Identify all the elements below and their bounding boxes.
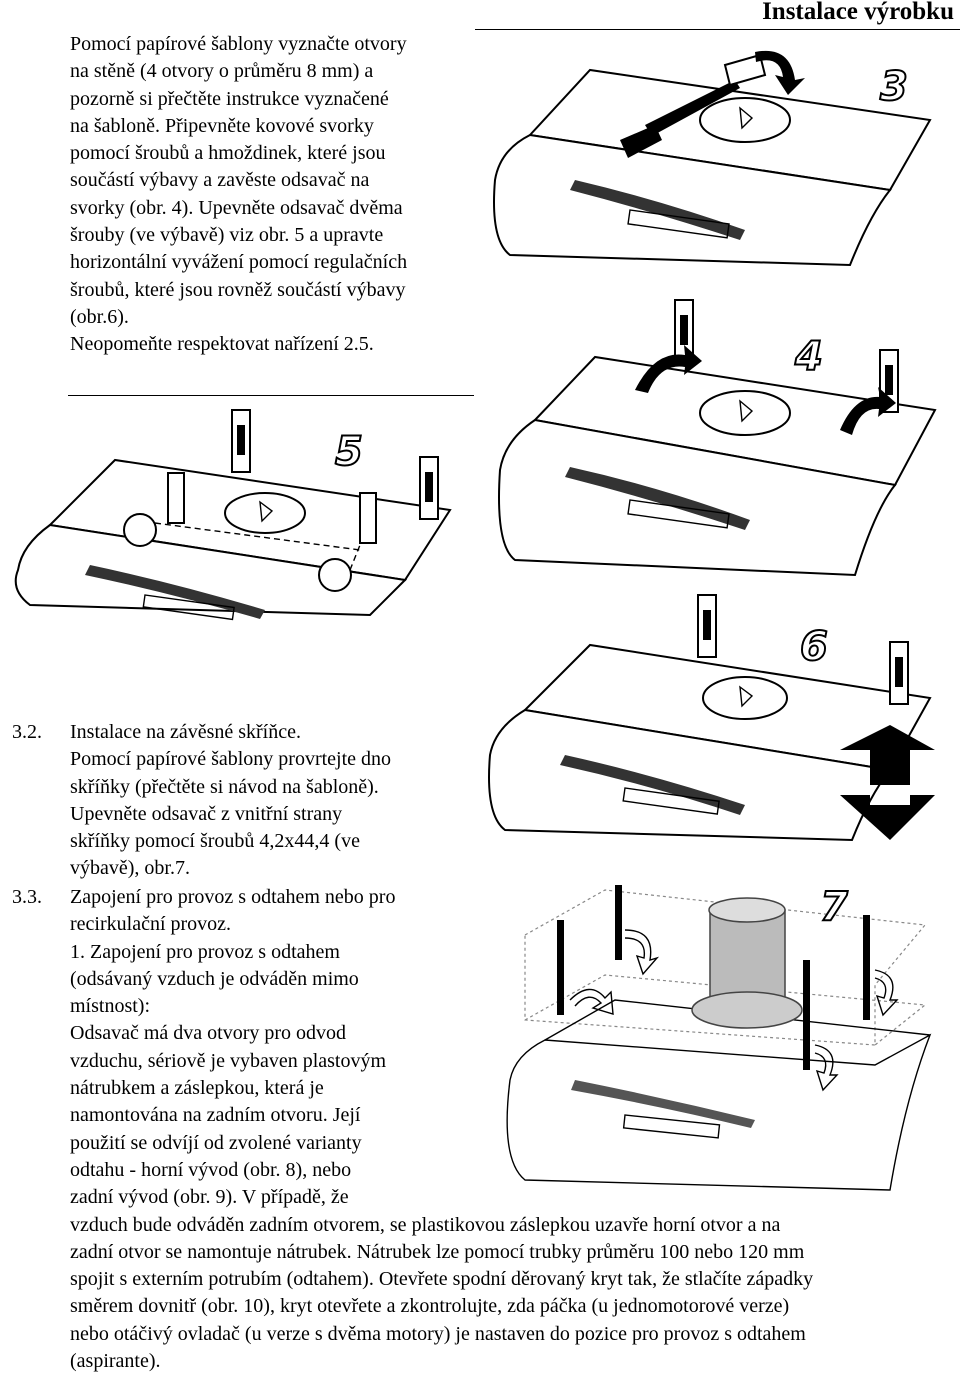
text-line: zadní otvor se namontuje nátrubek. Nátrubek lze pomocí trubky průměru 100 nebo 120 mm	[70, 1240, 805, 1263]
text-line: Zapojení pro provoz s odtahem nebo pro	[70, 886, 396, 908]
text-line: vzduchu, sériově je vybaven plastovým	[70, 1049, 387, 1072]
text-line: pomocí šroubů a hmoždinek, které jsou	[70, 142, 386, 165]
text-line: namontována na zadním otvoru. Její	[70, 1104, 361, 1127]
text-line: místnost):	[70, 995, 151, 1018]
text-line: šrouby (ve výbavě) viz obr. 5 a upravte	[70, 224, 384, 247]
text-line: zadní vývod (obr. 9). V případě, že	[70, 1186, 349, 1209]
figure-6-illustration	[480, 590, 950, 850]
section-3-2-text	[70, 719, 490, 883]
figure-5-label: 5	[335, 429, 363, 475]
intro-paragraph	[70, 31, 480, 359]
text-line: skříňky (přečtěte si návod na šabloně).	[70, 775, 379, 798]
text-line: recirkulační provoz.	[70, 913, 232, 936]
text-line: šroubů, které jsou rovněž součástí výbavy	[70, 278, 406, 301]
text-line: pozorně si přečtěte instrukce vyznačené	[70, 87, 389, 110]
text-line: horizontální vyvážení pomocí regulačních	[70, 251, 408, 274]
figure-3-illustration	[490, 40, 950, 280]
section-3-3-number: 3.3.	[12, 886, 42, 908]
text-line: nátrubkem a záslepkou, která je	[70, 1077, 324, 1100]
text-line: na šabloně. Připevněte kovové svorky	[70, 114, 374, 137]
section-3-2-number: 3.2.	[12, 721, 42, 743]
text-line: na stěně (4 otvory o průměru 8 mm) a	[70, 60, 374, 83]
figure-4-illustration	[480, 295, 950, 585]
text-line: součástí výbavy a zavěste odsavač na	[70, 169, 370, 192]
text-line: Pomocí papírové šablony provrtejte dno	[70, 748, 392, 771]
text-line: skříňky pomocí šroubů 4,2x44,4 (ve	[70, 830, 360, 853]
text-line: (obr.6).	[70, 305, 129, 328]
text-line: Neopomeňte respektovat nařízení 2.5.	[70, 333, 374, 356]
figure-5-illustration	[10, 405, 465, 625]
text-line: spojit s externím potrubím (odtahem). Otevřete spodní děrovaný kryt tak, že stlačíte západky	[70, 1268, 814, 1291]
figure-6-label: 6	[800, 624, 828, 670]
section-3-3-text	[70, 884, 950, 1375]
text-line: Upevněte odsavač z vnitřní strany	[70, 802, 343, 825]
text-line: výbavě), obr.7.	[70, 857, 190, 880]
text-line: směrem dovnitř (obr. 10), kryt otevřete a zkontrolujte, zda páčka (u jednomotorové verze)	[70, 1295, 790, 1318]
header-rule	[475, 29, 960, 30]
figure-3-label: 3	[880, 64, 908, 110]
text-line: nebo otáčivý ovladač (u verze s dvěma motory) je nastaven do pozice pro provoz s odtahem	[70, 1322, 806, 1345]
text-line: použití se odvíjí od zvolené varianty	[70, 1131, 362, 1154]
figure-4-label: 4	[795, 334, 823, 380]
text-line: (aspirante).	[70, 1350, 161, 1373]
page-title: Instalace výrobku	[762, 0, 954, 25]
text-line: odtahu - horní vývod (obr. 8), nebo	[70, 1158, 352, 1181]
text-line: Pomocí papírové šablony vyznačte otvory	[70, 33, 407, 55]
text-line: svorky (obr. 4). Upevněte odsavač dvěma	[70, 196, 403, 219]
text-line: 1. Zapojení pro provoz s odtahem	[70, 940, 340, 963]
text-line: Instalace na závěsné skříňce.	[70, 721, 301, 743]
text-line: vzduch bude odváděn zadním otvorem, se plastikovou záslepkou uzavře horní otvor a na	[70, 1213, 781, 1236]
text-line: Odsavač má dva otvory pro odvod	[70, 1022, 347, 1045]
text-line: (odsávaný vzduch je odváděn mimo	[70, 967, 359, 990]
figure-7-label: 7	[820, 884, 848, 930]
separator-line	[68, 395, 474, 396]
